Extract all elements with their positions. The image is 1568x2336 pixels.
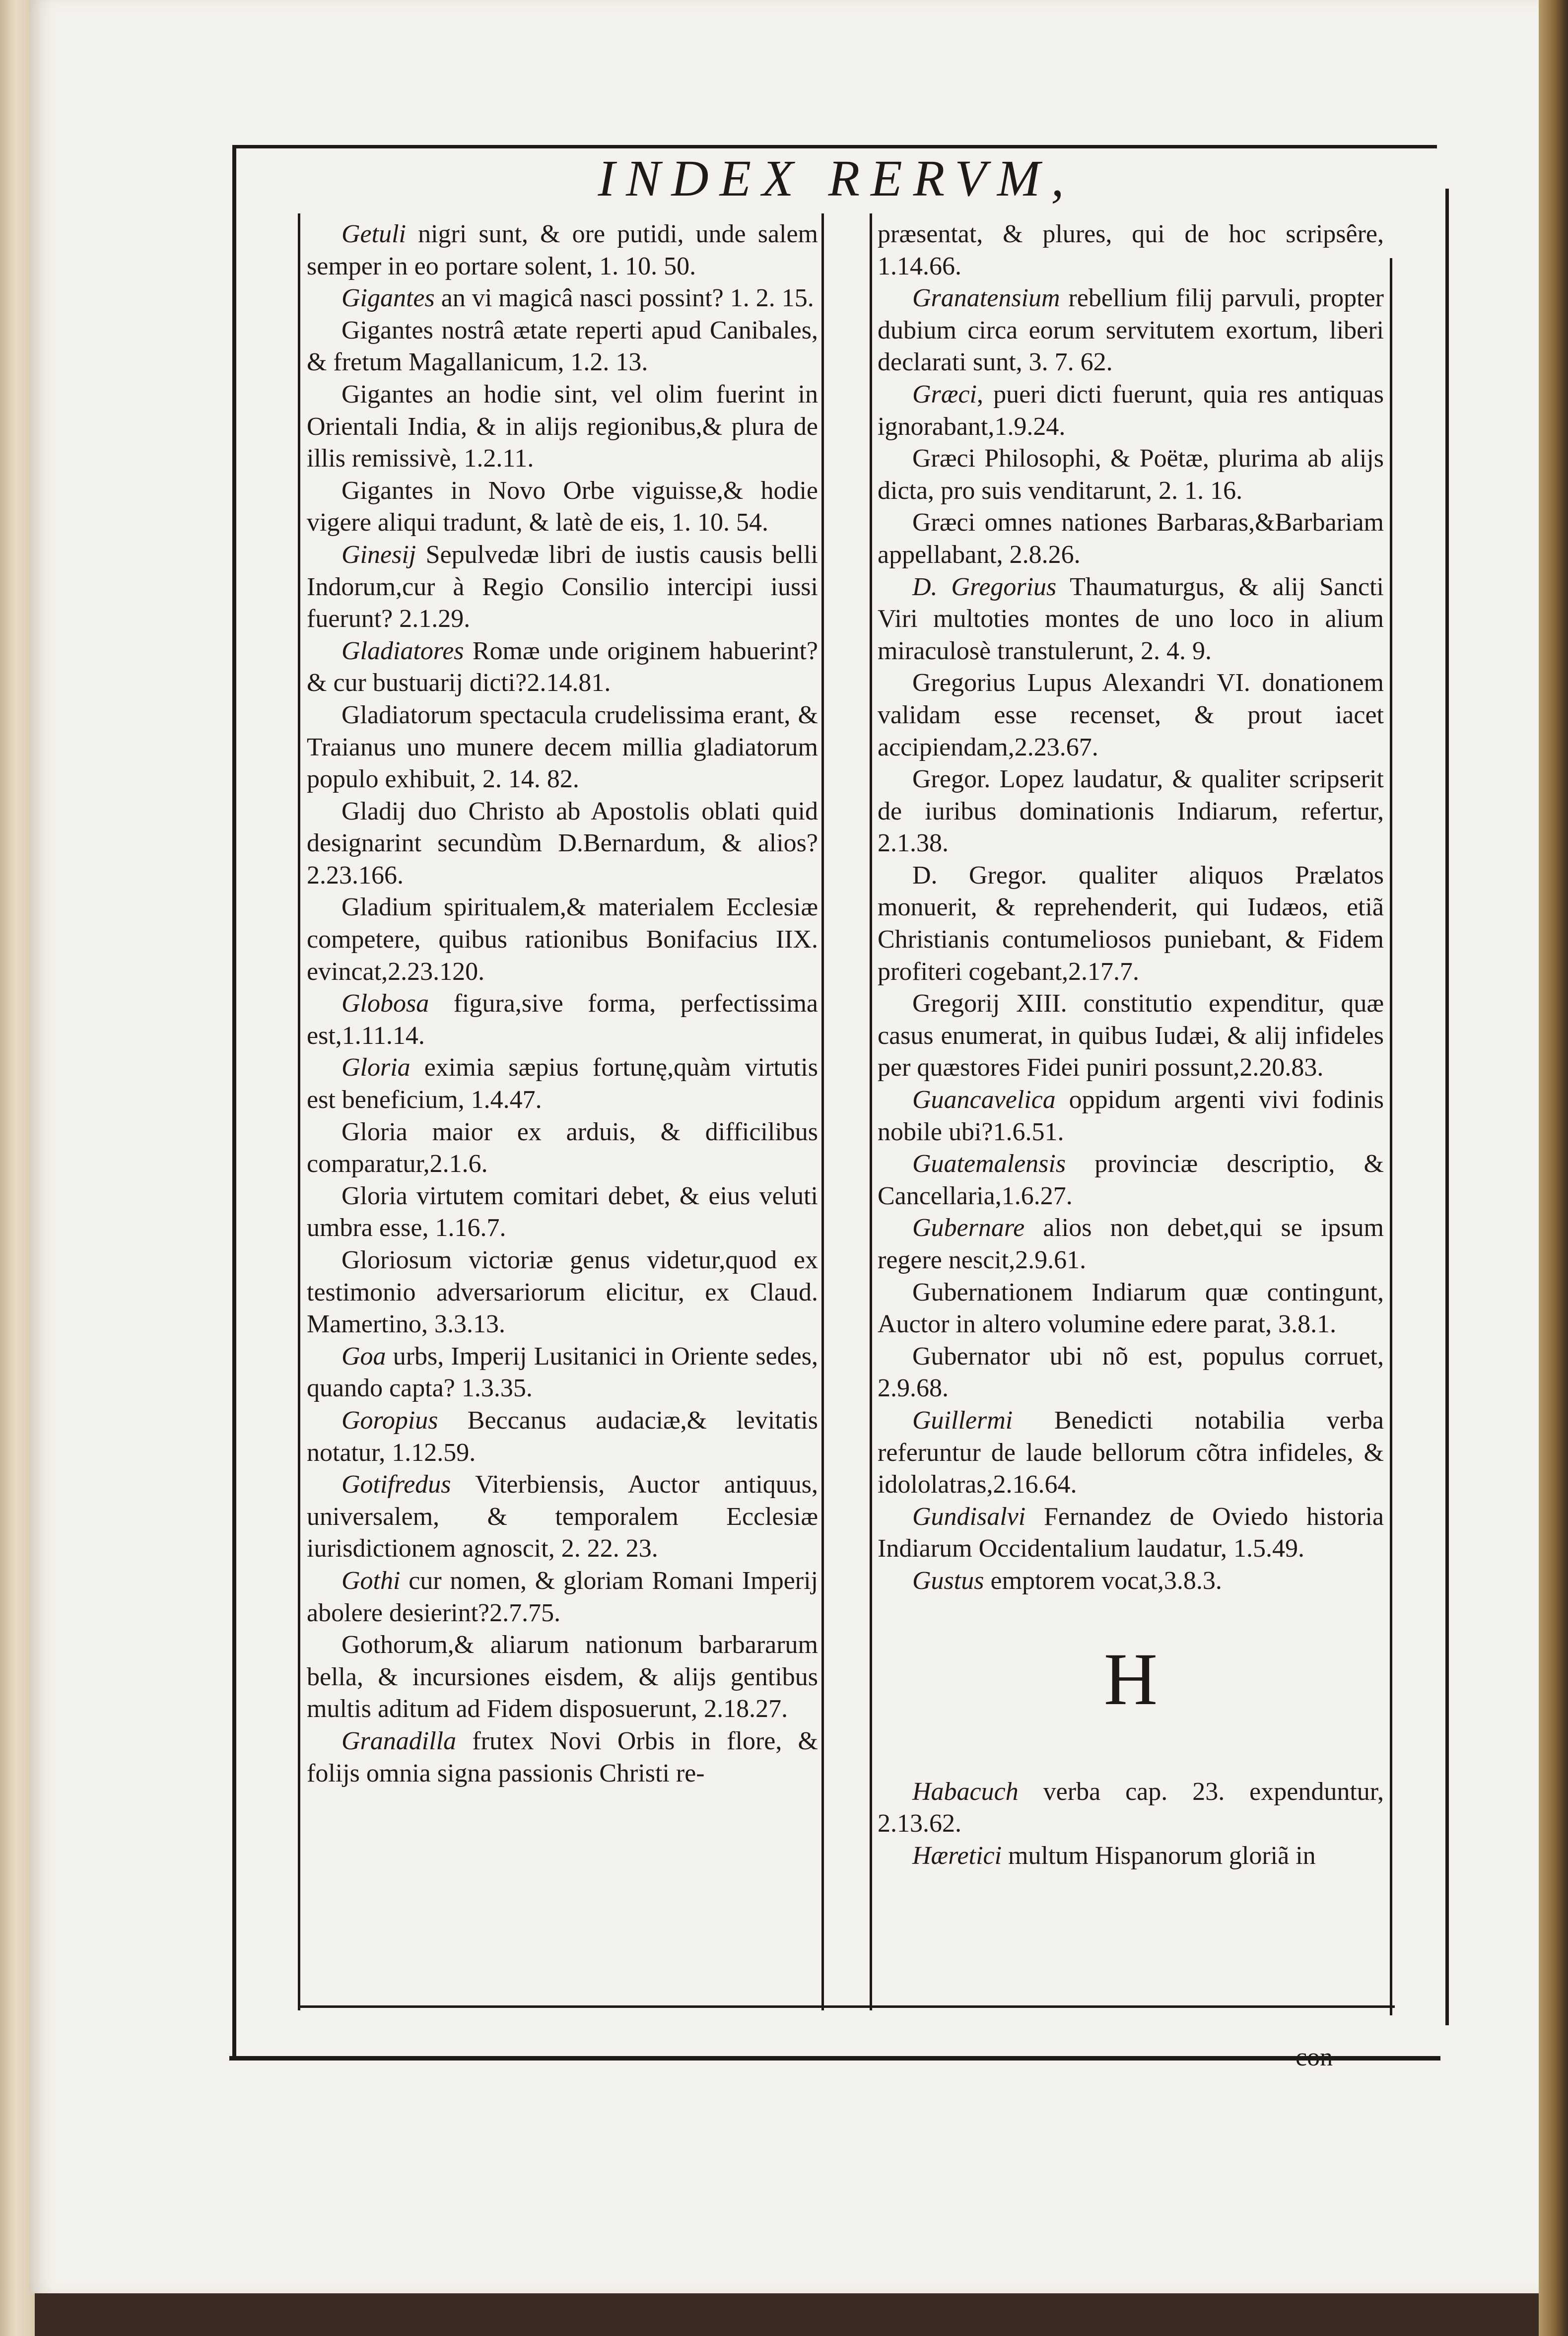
entry-text: Gladiatorum spectacula crudelissima erant, & Traianus uno munere decem millia gladiatorum populo exhibuit, 2. 14. 82. xyxy=(307,700,818,794)
index-entry xyxy=(878,1405,1384,1501)
entry-text: Græci omnes nationes Barbaras,&Barbariam appellabant, 2.8.26. xyxy=(878,508,1384,569)
column-rule xyxy=(298,213,300,2010)
index-column-left xyxy=(307,218,818,1789)
frame-rule-bottom xyxy=(229,2056,1440,2061)
index-entry xyxy=(307,218,818,282)
entry-text: frutex Novi Orbis in flore, & folijs omnia signa passionis Christi re- xyxy=(307,1726,818,1787)
index-entry xyxy=(878,507,1384,571)
entry-term: Habacuch xyxy=(912,1777,1019,1806)
index-entry xyxy=(307,988,818,1052)
entry-term: Goa xyxy=(341,1342,386,1371)
column-base-rule xyxy=(298,2005,1395,2008)
entry-text: Benedicti notabilia verba referuntur de laude bellorum cõtra infideles, & idololatras,2.16.64. xyxy=(878,1406,1384,1499)
index-entry xyxy=(878,1084,1384,1148)
section-letter-heading: H xyxy=(1103,1638,1158,1720)
index-entry xyxy=(307,539,818,635)
entry-text: Fernandez de Oviedo historia Indiarum Occidentalium laudatur, 1.5.49. xyxy=(878,1502,1384,1563)
entry-term: Gotifredus xyxy=(341,1470,451,1499)
entry-text: Thaumaturgus, & alij Sancti Viri multoties montes de uno loco in alium miraculosè transtulerunt, 2. 4. 9. xyxy=(878,572,1384,665)
entry-term: Gigantes xyxy=(341,284,435,313)
index-entry xyxy=(878,667,1384,763)
index-entry xyxy=(307,379,818,475)
index-entry xyxy=(307,1725,818,1789)
index-entry xyxy=(307,315,818,379)
frame-rule-right xyxy=(1445,189,1449,2025)
entry-text: Gloria maior ex arduis, & difficilibus comparatur,2.1.6. xyxy=(307,1117,818,1178)
column-rule xyxy=(821,213,824,2010)
entry-term: Gloria xyxy=(341,1053,410,1082)
entry-term: Granatensium xyxy=(912,284,1060,313)
column-rule xyxy=(1390,258,1392,2015)
entry-term: D. Gregorius xyxy=(912,572,1057,601)
index-entry xyxy=(878,571,1384,668)
entry-text: Romæ unde originem habuerint? & cur bustuarij dicti?2.14.81. xyxy=(307,636,818,697)
entry-text: Gregorius Lupus Alexandri VI. donationem validam esse recenset, & prout iacet accipiendam,2.23.67. xyxy=(878,669,1384,761)
entry-text: Sepulvedæ libri de iustis causis belli Indorum,cur à Regio Consilio intercipi iussi fuerunt? 2.1.29. xyxy=(307,540,818,633)
catchword: con- xyxy=(1295,2043,1342,2071)
entry-text: cur nomen, & gloriam Romani Imperij abolere desierint?2.7.75. xyxy=(307,1566,818,1627)
entry-text: Gubernationem Indiarum quæ contingunt, Auctor in altero volumine edere parat, 3.8.1. xyxy=(878,1278,1384,1339)
entry-text: Græci Philosophi, & Poëtæ, plurima ab alijs dicta, pro suis venditarunt, 2. 1. 16. xyxy=(878,444,1384,505)
index-entry xyxy=(878,1840,1384,1872)
entry-text: Gloriosum victoriæ genus videtur,quod ex testimonio adversariorum elicitur, ex Claud. Mamertino, 3.3.13. xyxy=(307,1246,818,1339)
index-entry xyxy=(307,1405,818,1469)
column-rule xyxy=(870,213,872,2010)
entry-text: nigri sunt, & ore putidi, unde salem semper in eo portare solent, 1. 10. 50. xyxy=(307,220,818,280)
entry-text: Beccanus audaciæ,& levitatis notatur, 1.12.59. xyxy=(307,1406,818,1467)
entry-text: urbs, Imperij Lusitanici in Oriente sedes, quando capta? 1.3.35. xyxy=(307,1342,818,1403)
index-entry xyxy=(878,1565,1384,1597)
entry-term: Guancavelica xyxy=(912,1086,1056,1114)
entry-term: Getuli xyxy=(341,220,406,248)
index-entry xyxy=(878,1212,1384,1276)
index-column-right xyxy=(878,218,1384,1872)
entry-text: emptorem vocat,3.8.3. xyxy=(984,1566,1222,1595)
entry-text: Gloria virtutem comitari debet, & eius veluti umbra esse, 1.16.7. xyxy=(307,1181,818,1242)
index-entry xyxy=(878,1501,1384,1565)
index-entry xyxy=(878,1341,1384,1405)
index-entry xyxy=(878,1776,1384,1840)
index-entry xyxy=(307,1469,818,1565)
entry-term: Gothi xyxy=(341,1566,401,1595)
index-entry xyxy=(307,1629,818,1725)
entry-text: Gigantes nostrâ ætate reperti apud Canibales, & fretum Magallanicum, 1.2. 13. xyxy=(307,316,818,377)
frame-rule-top xyxy=(236,145,1437,148)
entry-term: Græci xyxy=(912,380,977,409)
index-entry xyxy=(307,282,818,315)
entry-text: Gregor. Lopez laudatur, & qualiter scripserit de iuribus dominationis Indiarum, refertur, 2.1.38. xyxy=(878,765,1384,858)
entry-text: provinciæ descriptio, & Cancellaria,1.6.27. xyxy=(878,1150,1384,1210)
entry-text: Viterbiensis, Auctor antiquus, universalem, & temporalem Ecclesiæ iurisdictionem agnoscit, 2. 22. 23. xyxy=(307,1470,818,1563)
index-entry xyxy=(307,1341,818,1405)
entry-text: Gladium spiritualem,& materialem Ecclesiæ competere, quibus rationibus Bonifacius IIX. evincat,2.23.120. xyxy=(307,893,818,986)
index-entry xyxy=(307,796,818,892)
entry-term: Gladiatores xyxy=(341,636,464,665)
entry-text: , pueri dicti fuerunt, quia res antiquas ignorabant,1.9.24. xyxy=(878,380,1384,441)
index-entry xyxy=(307,1052,818,1116)
entry-term: Guillermi xyxy=(912,1406,1013,1435)
entry-text: verba cap. 23. expenduntur, 2.13.62. xyxy=(878,1777,1384,1838)
entry-term: Ginesij xyxy=(341,540,416,569)
index-entry xyxy=(878,988,1384,1084)
entry-term: Goropius xyxy=(341,1406,438,1435)
index-entry xyxy=(878,282,1384,379)
index-entry xyxy=(878,1148,1384,1212)
entry-text: oppidum argenti vivi fodinis nobile ubi?1.6.51. xyxy=(878,1086,1384,1146)
index-entry xyxy=(878,443,1384,507)
entry-text: alios non debet,qui se ipsum regere nescit,2.9.61. xyxy=(878,1214,1384,1274)
running-title: INDEX RERVM, xyxy=(598,150,1075,207)
entry-term: Gustus xyxy=(912,1566,984,1595)
frame-rule-left xyxy=(232,145,236,2060)
index-entry xyxy=(307,1244,818,1341)
entry-term: Hæretici xyxy=(912,1841,1002,1870)
entry-text: Gregorij XIII. constitutio expenditur, quæ casus enumerat, in quibus Iudæi, & alij infideles per quæstores Fidei puniri possunt,2.20.83. xyxy=(878,989,1384,1082)
entry-text: præsentat, & plures, qui de hoc scripsêre, 1.14.66. xyxy=(878,220,1384,280)
entry-text: an vi magicâ nasci possint? 1. 2. 15. xyxy=(434,284,814,313)
entry-text: Gigantes an hodie sint, vel olim fuerint in Orientali India, & in alijs regionibus,& plura de illis remissivè, 1.2.11. xyxy=(307,380,818,473)
entry-text: Gothorum,& aliarum nationum barbararum bella, & incursiones eisdem, & alijs gentibus multis aditum ad Fidem disposuerunt, 2.18.27. xyxy=(307,1631,818,1723)
book-fore-edge xyxy=(1539,0,1568,2336)
entry-text: Gladij duo Christo ab Apostolis oblati quid designarint secundùm D.Bernardum, & alios?2.23.166. xyxy=(307,797,818,890)
entry-term: Gundisalvi xyxy=(912,1502,1026,1531)
entry-term: Granadilla xyxy=(341,1726,457,1755)
entry-text: eximia sæpius fortunę,quàm virtutis est beneficium, 1.4.47. xyxy=(307,1053,818,1114)
index-entry xyxy=(878,763,1384,860)
index-entry xyxy=(307,1116,818,1180)
entry-term: Globosa xyxy=(341,989,429,1018)
entry-text: Gigantes in Novo Orbe viguisse,& hodie vigere aliqui tradunt, & latè de eis, 1. 10. 54. xyxy=(307,476,818,537)
index-entry xyxy=(307,892,818,988)
entry-term: Guatemalensis xyxy=(912,1150,1066,1178)
index-entry xyxy=(878,379,1384,443)
index-entry xyxy=(307,1565,818,1629)
entry-term: Gubernare xyxy=(912,1214,1025,1242)
index-entry xyxy=(878,1277,1384,1341)
entry-text: Gubernator ubi nõ est, populus corruet, 2.9.68. xyxy=(878,1342,1384,1403)
index-entry xyxy=(307,1180,818,1244)
index-entry-continuation xyxy=(878,218,1384,282)
index-entry xyxy=(307,699,818,796)
index-entry xyxy=(307,475,818,539)
entry-text: figura,sive forma, perfectissima est,1.11.14. xyxy=(307,989,818,1050)
index-entry xyxy=(878,860,1384,988)
entry-text: multum Hispanorum gloriã in xyxy=(1002,1841,1316,1870)
index-entry xyxy=(307,635,818,699)
entry-text: rebellium filij parvuli, propter dubium circa eorum servitutem exortum, liberi declarati sunt, 3. 7. 62. xyxy=(878,284,1384,377)
entry-text: D. Gregor. qualiter aliquos Prælatos monuerit, & reprehenderit, qui Iudæos, etiã Christianis contumeliosos puniebant, & Fidem profiteri cogebant,2.17.7. xyxy=(878,861,1384,986)
